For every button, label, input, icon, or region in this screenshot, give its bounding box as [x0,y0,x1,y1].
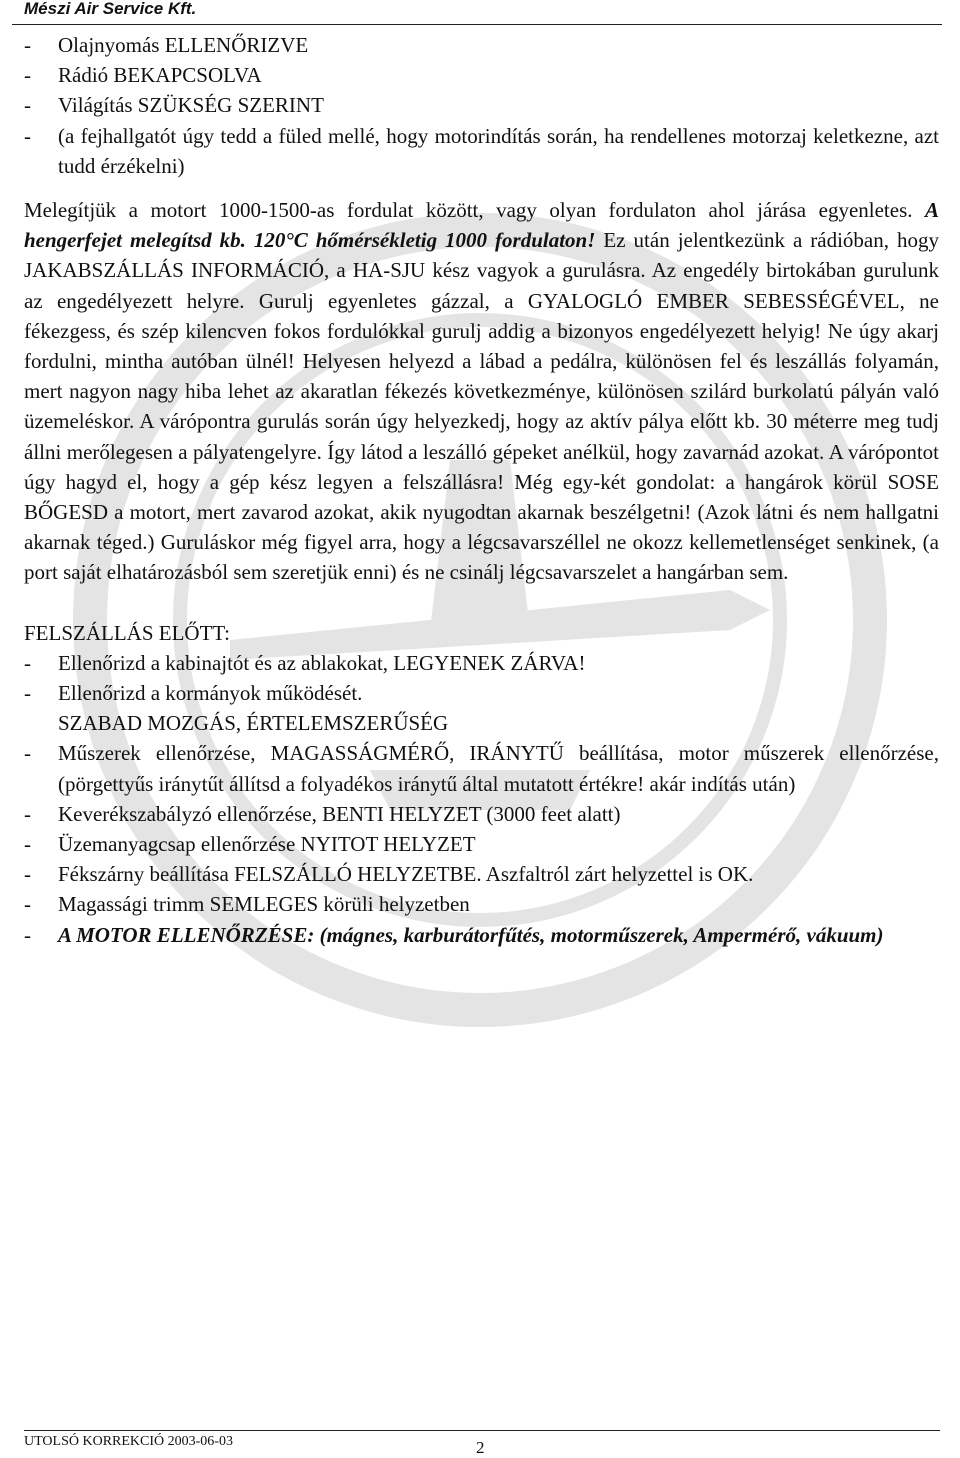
list-item: - Fékszárny beállítása FELSZÁLLÓ HELYZETBE. Aszfaltról zárt helyzettel is OK. [24,862,754,887]
list-item: - Olajnyomás ELLENŐRIZVE [24,33,309,57]
company-name: Mészi Air Service Kft. [24,0,197,18]
list-item: - Ellenőrizd a kormányok működését. [24,681,363,706]
section-heading: FELSZÁLLÁS ELŐTT: [24,620,231,645]
document-body [24,30,939,950]
paragraph-text: Melegítjük a motort 1000-1500-as fordulat között, vagy olyan fordulaton ahol járása egyenletes. [24,198,925,223]
paragraph-emphasis: A hengerfejet melegítsd kb. 120°C hőmérsékletig 1000 fordulaton! [24,198,939,253]
list-item: - Világítás SZÜKSÉG SZERINT [24,93,324,118]
list-item: - Magassági trimm SEMLEGES körüli helyzetben [24,892,470,917]
list-item: - Műszerek ellenőrzése, MAGASSÁGMÉRŐ, IRÁNYTŰ beállítása, motor műszerek ellenőrzése, (pörgettyűs iránytűt állítsd a folyadékos iránytű által mutatott értékre! akár indítás után) [24,741,939,796]
page-header [12,0,942,25]
paragraph-text: Ez után jelentkezünk a rádióban, hogy JAKABSZÁLLÁS INFORMÁCIÓ, a HA-SJU kész vagyok a gurulásra. Az engedély birtokában gurulunk az engedélyezett helyre. Gurulj egyenletes gázzal, a GYALOGLÓ EMBER SEBESSÉGÉVEL, ne fékezgess, és szép kilencven fokos fordulókkal gurulj addig a bizonyos engedélyezett helyig! Ne úgy akarj fordulni, mintha autóban ülnél! Helyesen helyezd a lábad a pedálra, különösen fel és leszállás folyamán, mert nagyon nagy hiba lehet az akaratlan fékezés következménye, különösen szilárd burkolatú pályán való üzemeléskor. A várópontra gurulás során úgy helyezkedj, hogy az aktív pálya előtt kb. 30 méterre meg tudj állni merőlegesen a pályatengelyre. Így látod a leszálló gépeket anélkül, hogy zavarnád azokat. A várópontot úgy hagyd el, hogy a gép kész legyen a felszállásra! Még egy-két gondolat: a hangárok körül SOSE BŐGESD a motort, mert zavarod azokat, akik nyugodtan akarnak beszélgetni! (Azok látni és nem hallgatni akarnak téged.) Guruláskor még figyel arra, hogy a légcsavarszéllel ne okozz kellemetlenséget senkinek, (a port saját elhatározásból sem szeretjük enni) és ne csinálj légcsavarszelet a hangárban sem. [24,228,939,585]
footer-revision: UTOLSÓ KORREKCIÓ 2003-06-03 [24,1434,233,1449]
footer-divider [24,1430,940,1431]
list-item: - Keverékszabályzó ellenőrzése, BENTI HELYZET (3000 feet alatt) [24,801,621,826]
list-item: - Ellenőrizd a kabinajtót és az ablakokat, LEGYENEK ZÁRVA! [24,650,586,675]
list-item: - (a fejhallgatót úgy tedd a füled mellé, hogy motorindítás során, ha rendellenes motorzaj keletkezne, azt tudd érzékelni) [24,123,939,178]
list-item: - Rádió BEKAPCSOLVA [24,63,262,88]
list-item: - A MOTOR ELLENŐRZÉSE: (mágnes, karburátorfűtés, motorműszerek, Ampermérő, vákuum) [24,922,884,947]
body-paragraph [24,195,939,588]
list-item: SZABAD MOZGÁS, ÉRTELEMSZERŰSÉG [58,711,449,736]
page-number: 2 [476,1438,485,1457]
list-item: - Üzemanyagcsap ellenőrzése NYITOT HELYZET [24,832,476,857]
